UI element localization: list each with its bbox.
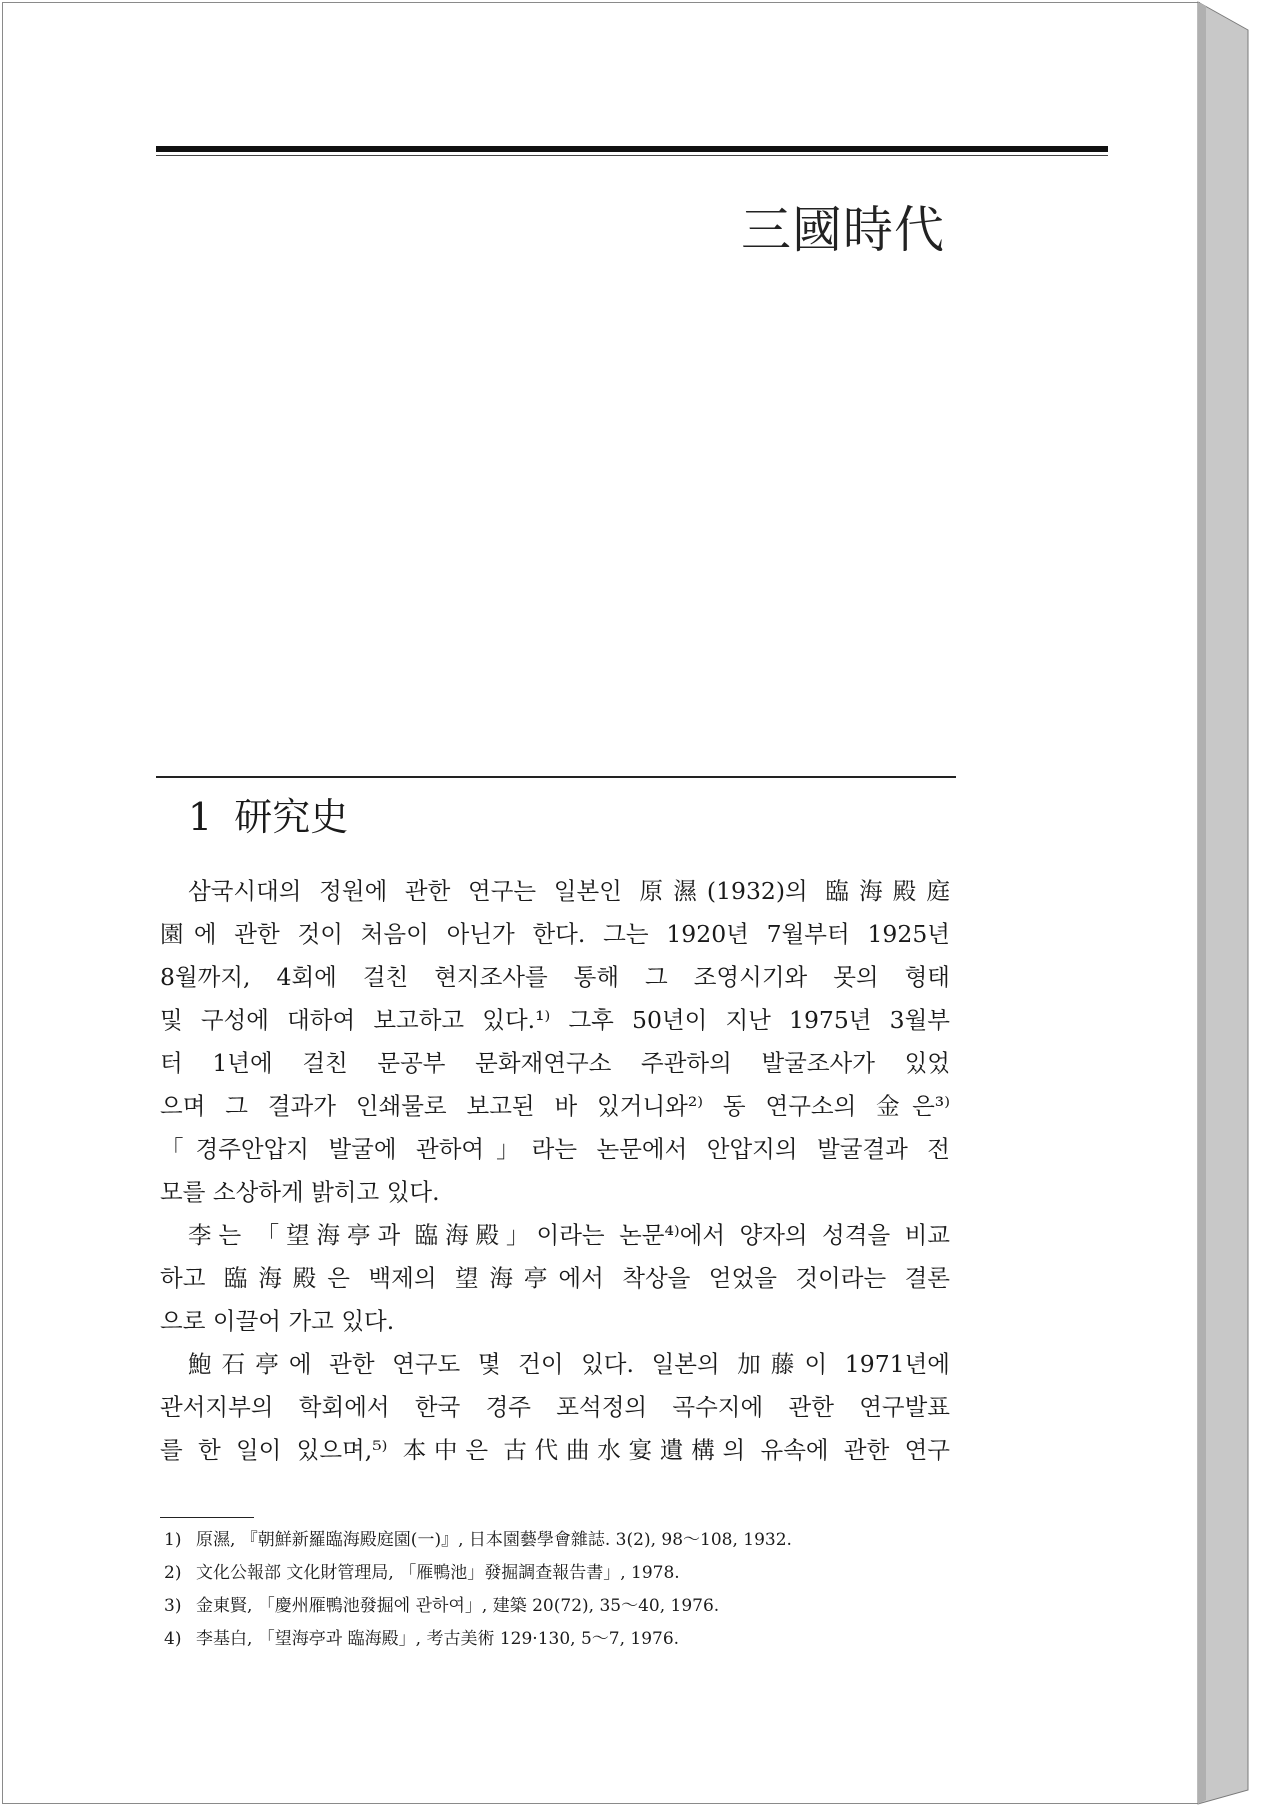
footnote-rule — [160, 1517, 254, 1518]
section-rule — [156, 776, 956, 778]
footnote — [164, 1590, 964, 1623]
body-line: 으로 이끌어 가고 있다. — [160, 1307, 395, 1335]
chapter-title: 三國時代 — [741, 201, 945, 259]
footnote-number: 2) — [164, 1563, 182, 1583]
chapter-rule-thick — [156, 146, 1108, 152]
body-line: 8월까지, 4회에 걸친 현지조사를 통해 그 조영시기와 못의 형태 — [160, 963, 950, 991]
footnote — [164, 1557, 964, 1590]
footnote — [164, 1623, 964, 1656]
body-line: 모를 소상하게 밝히고 있다. — [160, 1178, 440, 1206]
body-line: 으며 그 결과가 인쇄물로 보고된 바 있거니와²⁾ 동 연구소의 金은³⁾ — [160, 1092, 950, 1120]
body-line: 李는 「望海亭과 臨海殿」이라는 논문⁴⁾에서 양자의 성격을 비교 — [188, 1221, 950, 1249]
body-line: 삼국시대의 정원에 관한 연구는 일본인 原濕(1932)의 臨海殿庭 — [188, 877, 950, 905]
footnote — [164, 1524, 964, 1557]
body-text — [160, 870, 950, 1472]
body-line: 및 구성에 대하여 보고하고 있다.¹⁾ 그후 50년이 지난 1975년 3월부 — [160, 1006, 950, 1034]
body-line: 관서지부의 학회에서 한국 경주 포석정의 곡수지에 관한 연구발표 — [160, 1393, 950, 1421]
footnote-number: 3) — [164, 1596, 182, 1616]
page-side-shadow — [1198, 2, 1206, 1804]
body-line: 터 1년에 걸친 문공부 문화재연구소 주관하의 발굴조사가 있었 — [160, 1049, 950, 1077]
footnote-text: 文化公報部 文化財管理局, 「雁鴨池」發掘調查報告書」, 1978. — [196, 1563, 680, 1583]
section-title: 研究史 — [234, 795, 349, 839]
footnote-number: 1) — [164, 1530, 182, 1550]
section-number: 1 — [188, 795, 213, 839]
footnote-number: 4) — [164, 1629, 182, 1649]
body-line: 鮑石亭에 관한 연구도 몇 건이 있다. 일본의 加藤이 1971년에 — [188, 1350, 950, 1378]
footnote-text: 原濕, 『朝鮮新羅臨海殿庭園(一)』, 日本園藝學會雜誌. 3(2), 98～108, 1932. — [196, 1530, 792, 1550]
body-line: 「경주안압지 발굴에 관하여」라는 논문에서 안압지의 발굴결과 전 — [160, 1135, 950, 1163]
body-line: 하고 臨海殿은 백제의 望海亭에서 착상을 얻었을 것이라는 결론 — [160, 1264, 950, 1292]
body-line: 園에 관한 것이 처음이 아닌가 한다. 그는 1920년 7월부터 1925년 — [160, 920, 950, 948]
footnote-text: 李基白, 「望海亭과 臨海殿」, 考古美術 129·130, 5～7, 1976. — [196, 1629, 680, 1649]
chapter-rule-thin — [156, 155, 1108, 156]
section-heading — [188, 786, 348, 841]
footnote-text: 金東賢, 「慶州雁鴨池發掘에 관하여」, 建築 20(72), 35～40, 1976. — [196, 1596, 720, 1616]
body-line: 를 한 일이 있으며,⁵⁾ 本中은 古代曲水宴遺構의 유속에 관한 연구 — [160, 1436, 950, 1464]
footnotes — [164, 1524, 964, 1656]
